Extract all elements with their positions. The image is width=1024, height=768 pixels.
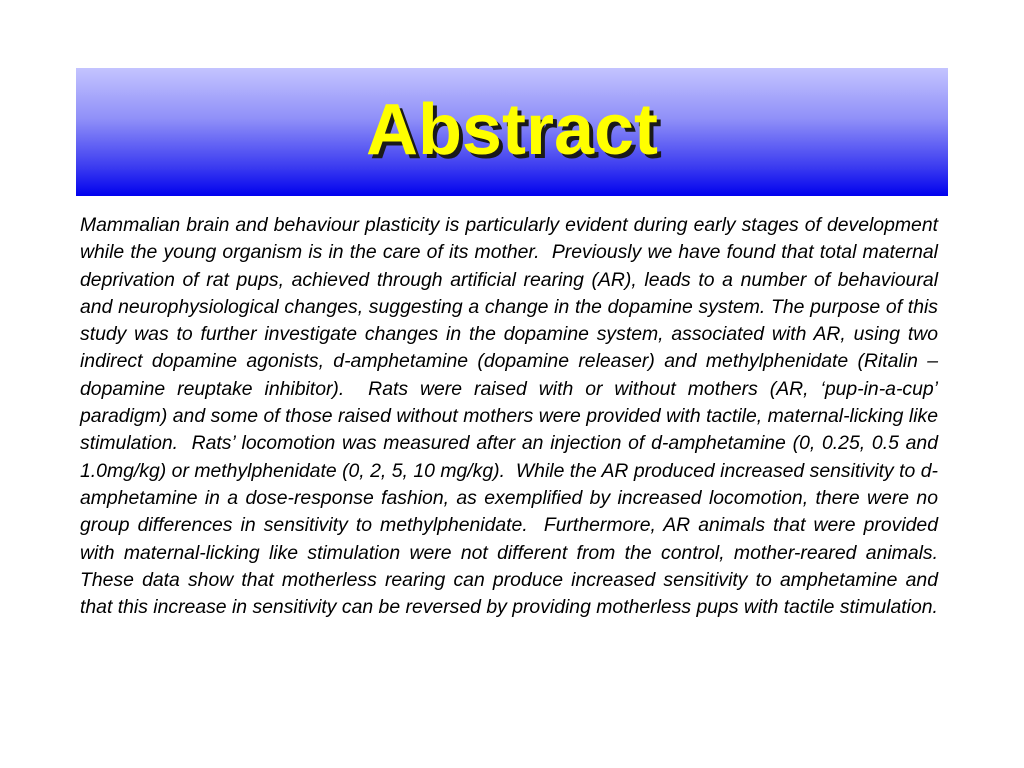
slide-title: Abstract xyxy=(365,90,659,170)
title-banner xyxy=(76,68,948,196)
abstract-body-text: Mammalian brain and behaviour plasticity is particularly evident during early stages of development while the young organism is in the care of its mother. Previously we have found that total maternal deprivation of rat pups, achieved through artificial rearing (AR), leads to a number of behavioural and neurophysiological changes, suggesting a change in the dopamine system. The purpose of this study was to further investigate changes in the dopamine system, associated with AR, using two indirect dopamine agonists, d-amphetamine (dopamine releaser) and methylphenidate (Ritalin – dopamine reuptake inhibitor). Rats were raised with or without mothers (AR, ‘pup-in-a-cup’ paradigm) and some of those raised without mothers were provided with tactile, maternal-licking like stimulation. Rats’ locomotion was measured after an injection of d-amphetamine (0, 0.25, 0.5 and 1.0mg/kg) or methylphenidate (0, 2, 5, 10 mg/kg). While the AR produced increased sensitivity to d-amphetamine in a dose-response fashion, as exemplified by increased locomotion, there were no group differences in sensitivity to methylphenidate. Furthermore, AR animals that were provided with maternal-licking like stimulation were not different from the control, mother-reared animals. These data show that motherless rearing can produce increased sensitivity to amphetamine and that this increase in sensitivity can be reversed by providing motherless pups with tactile stimulation. xyxy=(80,214,949,619)
